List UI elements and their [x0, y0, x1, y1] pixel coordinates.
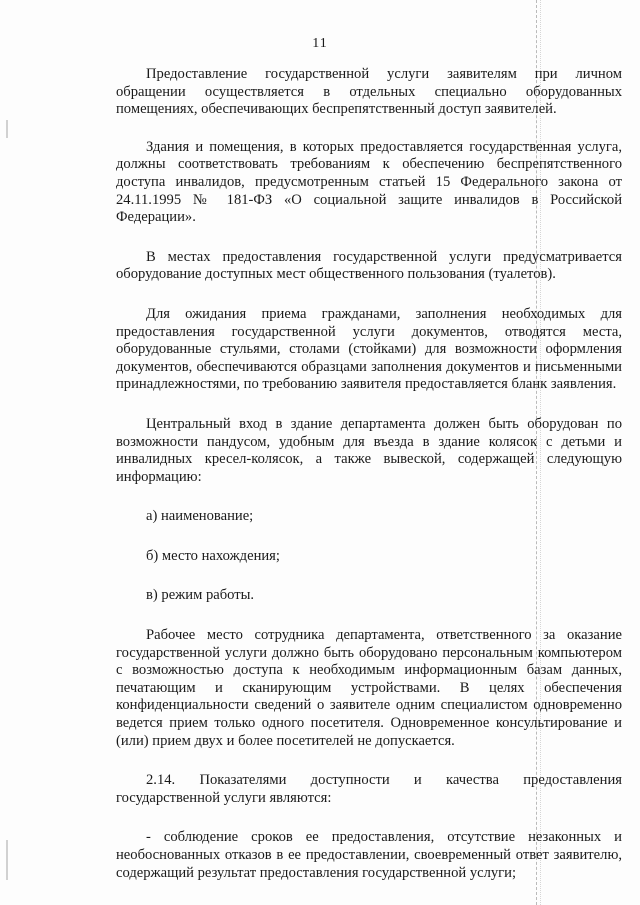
- scan-edge-mark: [6, 840, 8, 880]
- scan-edge-mark: [6, 120, 8, 138]
- document-body: [116, 66, 622, 904]
- paragraph: Здания и помещения, в которых предоставляется государственная услуга, должны соответствовать требованиям к обеспечению беспрепятственного доступа инвалидов, предусмотренным статьей 15 Федерального закона от 24.11.1995 № 181-ФЗ «О социальной защите инвалидов в Российской Федерации».: [116, 138, 622, 226]
- paragraph: Для ожидания приема гражданами, заполнения необходимых для предоставления государственной услуги документов, отводятся места, оборудованные стульями, столами (стойками) для возможности оформления документов, обеспечиваются образцами заполнения документов и письменными принадлежностями, по требованию заявителя предоставляется бланк заявления.: [116, 305, 622, 393]
- page-number: 11: [312, 36, 328, 51]
- paragraph: - соблюдение сроков ее предоставления, отсутствие незаконных и необоснованных отказов в ее предоставлении, своевременный ответ заявителю, содержащий результат предоставления государственной услуги;: [116, 829, 622, 881]
- paragraph: Рабочее место сотрудника департамента, ответственного за оказание государственной услуги должно быть оборудовано персональным компьютером с возможностью доступа к необходимым информационным базам данных, печатающим и сканирующим устройствами. В целях обеспечения конфиденциальности сведений о заявителе одним специалистом одновременно ведется прием только одного посетителя. Одновременное консультирование и (или) прием двух и более посетителей не допускается.: [116, 627, 622, 749]
- paragraph: Предоставление государственной услуги заявителям при личном обращении осуществляется в отдельных специально оборудованных помещениях, обеспечивающих беспрепятственный доступ заявителей.: [116, 66, 622, 118]
- list-item: а) наименование;: [146, 508, 254, 525]
- list-item: в) режим работы.: [146, 587, 255, 604]
- paragraph: Центральный вход в здание департамента должен быть оборудован по возможности пандусом, удобным для въезда в здание колясок с детьми и инвалидных кресел-колясок, а также вывеской, содержащей следующую информацию:: [116, 415, 622, 485]
- section-heading-paragraph: 2.14. Показателями доступности и качества предоставления государственной услуги являются:: [116, 772, 622, 806]
- list-item: б) место нахождения;: [146, 547, 280, 564]
- paragraph: В местах предоставления государственной услуги предусматривается оборудование доступных мест общественного пользования (туалетов).: [116, 248, 622, 283]
